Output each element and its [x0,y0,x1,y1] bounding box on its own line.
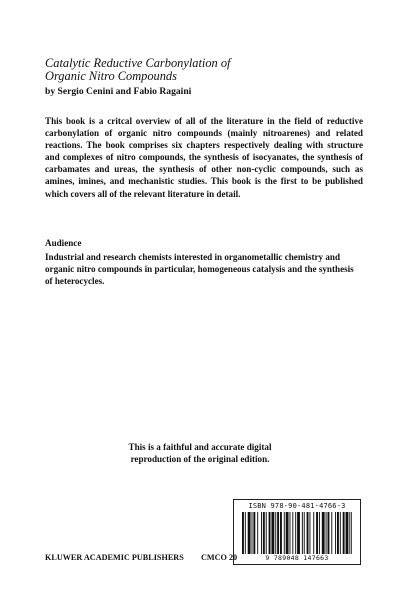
series-code: CMCO 20 [201,553,238,562]
book-title-line-1: Catalytic Reductive Carbonylation of [45,56,231,70]
reproduction-note-line-1: This is a faithful and accurate digital [128,442,272,452]
book-description: This book is a critcal overview of all of the literature in the field of reductive carbonylation of organic nitro compounds (mainly nitroarenes) and related reactions. The book comprises six chapters respectively dealing with structure and complexes of nitro compounds, the synthesis of isocyanates, the synthesis of carbamates and ureas, the synthesis of other non-cyclic compounds, such as amines, imines, and mechanistic studies. This book is the first to be published which covers all of the relevant literature in detail. [45,116,363,199]
book-title [45,57,365,83]
reproduction-note [100,441,300,465]
book-authors: by Sergio Cenini and Fabio Ragaini [45,86,192,97]
isbn-barcode [233,499,361,565]
audience-text: Industrial and research chemists interested in organometallic chemistry and organic nitro compounds in particular, homogeneous catalysis and the synthesis of heterocycles. [45,252,354,287]
isbn-label: ISBN 978-90-481-4766-3 [248,502,346,510]
reproduction-note-line-2: reproduction of the original edition. [130,454,270,464]
book-title-line-2: Organic Nitro Compounds [45,69,177,83]
audience-heading: Audience [45,238,82,248]
publisher-name: KLUWER ACADEMIC PUBLISHERS [45,553,184,562]
barcode-icon [242,512,352,554]
barcode-digits: 9 789048 147663 [265,554,329,562]
